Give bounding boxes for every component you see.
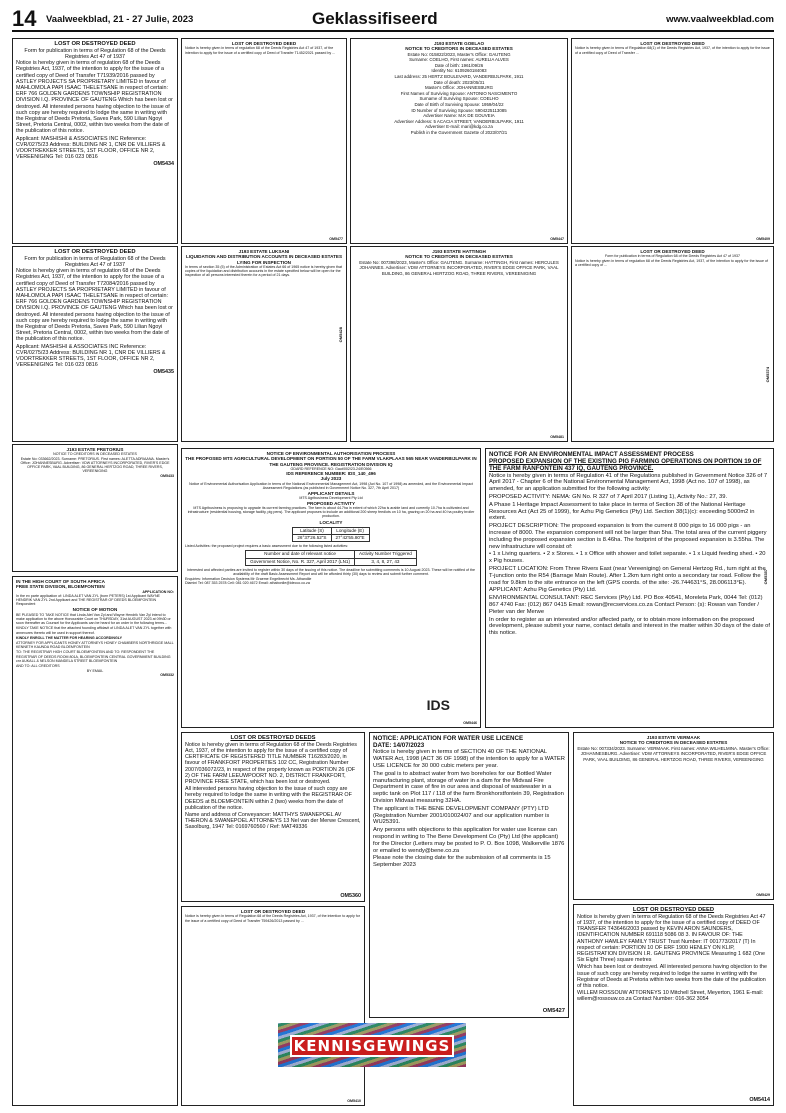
ad-p7: ENVIRONMENTAL CONSULTANT: REC Services (Pty) Ltd. PO Box 40541, Moreleta Park, 0044 Tel: (012) 867 4740 Fax: (012) 867 0415 Email: rowan@recservices.co.za Contact Person: (s): Rowan van Tonder / Pieter van der Merwe bbox=[489, 595, 763, 615]
ad-environmental-authorisation bbox=[181, 448, 481, 728]
detail-line: Identity No: 6109260184083 bbox=[431, 68, 487, 74]
ad-body: Notice is hereby given in terms of regulation 68 of the Deeds Registries Act, 1937, of the intention to apply for the issue of a certified copy of ... bbox=[575, 258, 768, 267]
detail-line: ID Number of Surviving Spouse: 5904225113085 bbox=[411, 107, 507, 113]
ad-water-use-licence bbox=[369, 732, 569, 1018]
locality-heading: LOCALITY bbox=[319, 519, 343, 525]
ad-lost-deed-1 bbox=[12, 38, 178, 244]
ad-title: LOST OR DESTROYED DEED bbox=[632, 907, 715, 913]
ad-body: Notice is hereby given in terms of regulation 68 of the Deeds Registries Act, 1937, of the intention to apply for the issue of a certified copy of Deed of Transfer T71939/2016 passed by ASTLEY PROJECTS SA PROPRIETARY LIMITED in favour of MAHLOMOLA PAPI ISAAC THELETSANE in respect of certain: ERF 766 GOLDEN GARDENS TOWNSHIP REGISTRATION DIVISION I.Q. PROVINCE OF GAUTENG Which has been lost or destroyed. All interested persons having objection to the issue of such copy are hereby required to lodge the same in writing with the Registrar of Deeds Pretoria, Saves Park, 590 Lilian Ngoyi Street, Pretoria Central, 0002, within two weeks from the date of the publication of this notice. bbox=[16, 60, 173, 135]
ad-conveyancer: Name and address of Conveyancer: MATTHYS SWANEPOEL AV THERON & SWANEPOEL ATTORNEYS 13 Nel van der Merwe Crescent, Sasolburg, 1947 Tel: 0169760560 / Ref: MAT49336 bbox=[185, 812, 361, 831]
detail-line: Last address: 25 HERTZ BOULEVARD, VANDERBIJLPARK, 1911 bbox=[394, 73, 524, 79]
ad-subtitle: Form for publication in terms of Regulation 68 of the Deeds Registries Act 47 of 1937 bbox=[24, 47, 166, 60]
locality-table bbox=[292, 527, 369, 542]
ad-title: LOST OR DESTROYED DEED bbox=[240, 909, 306, 914]
ad-subtitle: Form for publication in terms of Regulation 68 of the Deeds Registries Act 47 of 1937 bbox=[604, 254, 741, 259]
ad-by: BY EMAIL bbox=[86, 669, 104, 674]
ids-ref: IDS REFERENCE NUMBER: IDS_140_496 bbox=[286, 471, 376, 477]
page-number: 14 bbox=[12, 6, 37, 31]
ad-title: NOTICE OF ENVIRONMENTAL AUTHORISATION PROCESS bbox=[266, 451, 396, 456]
ad-title: LOST OR DESTROYED DEED bbox=[54, 41, 136, 47]
ad-body: Notice is hereby given in terms of regulation 68 of the Deeds Registries Act 47 of 1937, of the intention to apply for the issue of a certified copy of Deed of Transfer T1452/2021 passed by ... bbox=[185, 46, 336, 55]
ad-lost-deed-4 bbox=[571, 38, 774, 244]
ad-title: J193 ESTATE LUKSANI bbox=[238, 249, 290, 254]
ad-estate-goelao bbox=[350, 38, 568, 244]
ad-all: AND TO: ALL CREDITORS bbox=[16, 663, 60, 668]
ad-p5: PROJECT LOCATION: From Three Rivers East (near Vereeniging) on General Hertzog Rd., turn right at the T-junction onto the R54 (Barrage Main Route). After 1.2km turn right onto a secondary tar road. Follow the road for 9.8km to the site entrance on the left (GPS coords. of the site: -26.744631°S, 28.006113°E). bbox=[489, 565, 766, 586]
detail-line: Date of death: 2023/05/31 bbox=[433, 79, 485, 85]
ad-ref: OM5433 bbox=[160, 474, 174, 479]
ad-title: LOST OR DESTROYED DEED bbox=[54, 249, 136, 255]
ad-amend: KINDLY TAKE NOTICE that the attached founding affidavit of LINDA ALET VAN ZYL together with annexures thereto will be used in support thereof. bbox=[16, 626, 172, 635]
ad-attorney: WILLEM ROSSOUW ATTORNEYS 10 Mitchell Street, Meyerton, 1961 E-mail: willem@rossouw.co.za Contact Number: 016-362 3054 bbox=[577, 990, 764, 1003]
ad-ref: OM5429 bbox=[756, 892, 770, 897]
ad-lost-deed-henley bbox=[573, 904, 774, 1106]
notice-value: Government Notice, No. R. 327, April 2017 (LN1) bbox=[246, 558, 355, 565]
detail-line: Date of Birth of Surviving Spouse: 1959/04/22 bbox=[414, 101, 504, 107]
detail-line: Surname: COELHO, First names: AURELIA ALVES bbox=[409, 57, 509, 63]
proposed-heading: PROPOSED ACTIVITY bbox=[306, 500, 356, 506]
ad-subtitle: LIQUIDATION AND DISTRIBUTION ACCOUNTS IN DECEASED ESTATES LYING FOR INSPECTION bbox=[185, 254, 343, 265]
lat-value: 26°37'26.52"S bbox=[293, 535, 331, 542]
ad-ref: OM5357 bbox=[763, 569, 769, 585]
ad-intro: Notice of Environmental Authorisation Application in terms of the National Environmental Management Act, 1998 (Act No. 107 of 1998) as amended, and the Environmental Impact Assessment Regulations (as published in Government Notice No. 327, 7th April 2017) bbox=[189, 481, 473, 490]
detail-line: Surname of Surviving Spouse: COELHO bbox=[419, 96, 499, 102]
ad-subtitle: NOTICE TO CREDITORS IN DECEASED ESTATES bbox=[53, 452, 137, 457]
ad-estate-hattingh bbox=[350, 246, 568, 442]
ad-ref: OM5427 bbox=[542, 1008, 565, 1015]
activities-table bbox=[245, 550, 417, 565]
ad-body: Estate No: 007334/2023. Surname: VERMAAK. First names: ANNA WILHELMINA. Master's Office: JOHANNESBURG. Advertiser: VDW ATTORNEYS INCORPORATED, RIVER'S EDGE OFFICE PARK, VAAL BUILDING, 86 GENERAL HERTZOG ROAD, THREE RIVERS, VEREENIGING bbox=[577, 745, 770, 762]
ad-p1: Notice is hereby given in terms of Regulation 41 of the Regulations published in Government Notice 326 of 7 April 2017 - Chapter 6 of the National Environmental Management Act, 1998 (Act no. 107 of 1998), as amended, for an application submitted for the following activity: bbox=[489, 472, 768, 493]
lat-header: Latitude (S) bbox=[293, 527, 331, 534]
ad-p5: Please note the closing date for the submission of all comments is 15 September 2023 bbox=[373, 855, 551, 869]
ad-ref: OM5360 bbox=[340, 892, 361, 899]
ids-logo: IDS bbox=[426, 696, 450, 713]
activity-value: 3, 4, 8, 27, 43 bbox=[354, 558, 416, 565]
ad-ref: OM5414 bbox=[749, 1096, 770, 1103]
ad-title: J193 ESTATE HATTINGH bbox=[432, 249, 486, 254]
ad-subtitle: PROPOSED EXPANSION OF THE EXISTING PIG FARMING OPERATIONS ON PORTION 19 OF THE FARM RANFONTEIN 437 IQ, GAUTENG PROVINCE. bbox=[489, 458, 762, 473]
ad-body: Notice is hereby given in terms of Regulation 68 of the Deeds Registries Act, 1937, of the intention to apply for the issue of a certified copy of Deed of Transfer T59426/2013 passed by ... bbox=[185, 914, 360, 923]
ad-subtitle: FREE STATE DIVISION, BLOEMFONTEIN bbox=[16, 584, 105, 590]
detail-line: Advertiser Name: M.K DE GOUVEIA bbox=[423, 113, 495, 119]
invite-text: Interested and affected parties are invited to register within 30 days of the issuing of this notice. The deadline for submitting comments is 10 August 2023. These will be notified of the availability of the draft Basic Assessment Report and will be afforded thirty (30) days to review and submit further comment. bbox=[186, 567, 476, 577]
ad-lost-deed-16 bbox=[181, 906, 365, 1106]
ad-title: LOST OR DESTROYED DEEDS bbox=[230, 735, 316, 741]
ad-body-2: All interested persons having objection to the issue of such copy are hereby required to lodge the same in writing with the REGISTRAR OF DEEDS at BLOEMFONTEIN within 2 (two) weeks from the date of publication of the notice. bbox=[185, 786, 352, 811]
ad-ref: OM5374 bbox=[764, 367, 770, 383]
ad-ref: OM5409 bbox=[756, 236, 770, 241]
ad-subtitle: NOTICE TO CREDITORS IN DECEASED ESTATES bbox=[405, 254, 513, 260]
ad-attorney: ATTORNEY FOR APPLICANTS HONEY ATTORNEYS HONEY CHAMBERS NORTHRIDGE MALL KENNETH KAUNDA ROAD BLOEMFONTEIN bbox=[16, 640, 174, 650]
ad-parties: In the ex parte application of: LINDA ALET VAN ZYL (born PETERS) 1st Applicant WAYNE HENDRIK VAN ZYL 2nd Applicant and THE REGISTRAR OF DEEDS BLOEMFONTEIN Respondent bbox=[16, 593, 160, 607]
ad-body: In terms of section 35 (5) of the Administration of Estates Act 66 of 1965 notice is hereby given that copies of the liquidation and distribution accounts in the estate specified below will be open for the inspection of all persons interested therein for a period of 21 days. bbox=[185, 264, 343, 278]
ad-estate-luksani bbox=[181, 246, 347, 442]
website-link[interactable]: www.vaalweekblad.com bbox=[666, 14, 774, 25]
applicant-heading: APPLICANT DETAILS bbox=[307, 491, 355, 497]
issue-date: Vaalweekblad, 21 - 27 Julie, 2023 bbox=[46, 14, 194, 25]
ad-p6: APPLICANT: Azhu Pig Genetics (Pty) Ltd. bbox=[489, 587, 597, 594]
ad-detail-lines bbox=[354, 52, 564, 136]
ad-list: • 1 x Living quarters. • 2 x Stores. • 1 x Office with shower and toilet separate. • 1 x Liquid feeding shed. • 20 x Pig houses. bbox=[489, 551, 766, 565]
ad-title: LOST OR DESTROYED DEED bbox=[640, 249, 705, 254]
ad-lost-deed-2 bbox=[181, 38, 347, 244]
ad-month: July 2023 bbox=[320, 476, 342, 482]
proposed-body: MTS Agribusiness is proposing to upgrade its current farming practices. The farm is about 44.7ha in extent of which 22ha is arable land and currently 10.7ha is cultivated and infrastructure (residential housing, storage facility, pig pens). The applicant proposes to include an additional 200 sheep feedlots on 10 ha, grazing on 20 ha and 40 ha poultry broiler production. bbox=[187, 505, 475, 519]
ad-ref: OM5434 bbox=[153, 161, 174, 168]
ad-body: Notice is hereby given in terms of Regulation 68 of the Deeds Registries Act 47 of 1937, of the intention to apply for the issue of a certified copy of DEED OF TRANSFER T43646/2003 passed by KEVIN ARON SAUNDERS, IDENTIFICATION NUMBER 691118 5086 08 3. IN FAVOUR OF: THE ANTHONY HAMLEY FAMILY TRUST Trust Number: IT 001773/2017 (T) In respect of certain: PORTION 10 OF ERF 1900 HENLEY ON KLIP, REGISTRATION DIVISION I.R. GAUTENG PROVINCE Measuring 1 682 (One Six Eight Three) square metres bbox=[577, 913, 766, 964]
ad-eia-pig-farm bbox=[485, 448, 774, 728]
ad-title: J193 ESTATE VERMAAK bbox=[646, 735, 701, 740]
ad-notice: BE PLEASED TO TAKE NOTICE that Linda Alet Van Zyl and Wayne Hendrik Van Zyl intend to make application to the above Honourable Court on THURSDAY, 31st AUGUST 2023 at 09h30 or soon thereafter as Counsel for the Applicants can be heard for an order in the following terms... bbox=[16, 612, 171, 626]
ad-subtitle: NOTICE TO CREDITORS IN DECEASED ESTATES bbox=[405, 46, 513, 52]
listed-activities: Listed Activities: the proposed project requires a basic assessment due to the following listed activities: bbox=[185, 544, 349, 549]
detail-line: First Names of Surviving Spouse: ANTONIO NASCIMENTO bbox=[400, 90, 518, 96]
ad-p1: Notice is hereby given in terms of SECTION 40 OF THE NATIONAL WATER Act, 1998 (ACT 36 OF 1998) of the intention to apply for a WATER USE LICENCE for 30 000 cubic meters per year. bbox=[373, 749, 565, 769]
enquiries: Enquiries: Information Decision Systems Mr Graeme Engelbrecht Ms. Athandile Dlamini Tel: 087 353 2578 Cell: 081 020 4672 Email: athabonlle@idecco.co.za bbox=[185, 577, 312, 586]
notice-heading: NOTICE OF MOTION bbox=[72, 607, 118, 613]
ad-title: J193 ESTATE GOELAO bbox=[433, 41, 485, 46]
detail-line: Date of birth: 1961/09/26 bbox=[434, 62, 484, 68]
gdard-ref: GDARD REFERENCE NO: Gaut/002/23-24/E0566 bbox=[290, 466, 372, 471]
notice-header: Number and date of relevant notice bbox=[246, 551, 355, 558]
ad-p4: Any persons with objections to this application for water use license can respond in writing to The Bene Development Co (Pty) Ltd (the applicant) for the Director (Letters may be posted to P. O. Box 1098, Walkerville 1876 or emailed to wendy@bene.co.za bbox=[373, 827, 565, 854]
ad-p3: The applicant is THE BENE DEVELOPMENT COMPANY (PTY) LTD (Registration Number 2001/010024/07 and our application number is WU25391. bbox=[373, 805, 550, 826]
ad-estate-pretorius bbox=[12, 444, 178, 572]
application-no: APPLICATION NO: bbox=[142, 589, 174, 594]
section-title: Geklassifiseerd bbox=[312, 9, 438, 28]
kennisgewings-banner bbox=[278, 1023, 466, 1067]
ad-applicant: Applicant: MASHISHI & ASSOCIATES INC Reference: CVR/0275/23 Address: BUILDING NR 1, CNR DE VILLIERS & VOORTREKKER STREETS, 1ST FLOOR, OFFICE NR 2, VEREENIGING Tel: 016 023 0816 bbox=[16, 135, 166, 161]
ad-subtitle: THE PROPOSED MTS AGRICULTURAL DEVELOPMENT ON PORTION 50 OF THE FARM VLAKPLAAS 565 NEAR VANDERBIJLPARK IN THE GAUTENG PROVINCE. REGISTRATION DIVISION IQ bbox=[185, 456, 477, 467]
detail-line: Publish in the Government Gazette of 2023/07/21 bbox=[410, 129, 508, 135]
ad-body: Notice is hereby given in terms of Regulation 68(1) of the Deeds Registries Act, 1937, of the intention to apply for the issue of a certified copy of Deed of Transfer ... bbox=[575, 46, 770, 55]
ad-ref: OM5410 bbox=[347, 1098, 361, 1103]
lon-value: 27°42'55.80"E bbox=[331, 535, 369, 542]
ad-body-2: Which has been lost or destroyed. All interested persons having objection to the issue of such copy are hereby required to lodge the same in writing with the Registrar of Deeds at Pretoria within two weeks from the date of the publication of this notice. bbox=[577, 964, 767, 990]
ad-body: Notice is hereby given in terms of Regulation 68 of the Deeds Registries Act, 1937, of the intention to apply for the issue of a certified copy of CERTIFICATE OF REGISTERED TITLE NUMBER T16283/2020, in favour of FRANKFORT PROPERTIES 102 CC, Registration Number 2007/036072/23, in respect of the property known as PORTION 26 (OF 2) OF THE FARM LEEUWPOORT NO. 2, DISTRICT FRANKFORT, PROVINCE FREE STATE, which has been lost or destroyed. bbox=[185, 741, 357, 786]
ad-p8: In order to register as an interested and/or affected party, or to obtain more information on the proposed development, please submit your name, contact details and interest in the matter within 30 days of the date of this notice. bbox=[489, 616, 770, 637]
ad-set-down: KINDLY ENROLL THE MATTER FOR HEARING ACCORDINGLY bbox=[16, 635, 123, 640]
ad-p2: PROPOSED ACTIVITY: NEMA: GN No. R 327 of 7 April 2017 (Listing 1), Activity No.: 27, 39. bbox=[489, 494, 728, 500]
ad-title: IN THE HIGH COURT OF SOUTH AFRICA bbox=[16, 579, 105, 584]
ad-p4: PROJECT DESCRIPTION: The proposed expansion is from the current 8 000 pigs to 16 000 pigs - an increase of 8000. The expansion component will not be larger than 5ha. The total area of the current piggery including the proposed expansion section is 8.46ha. The footprint of the proposed expansion is 3.55ha. The new infrastructure will consist of: bbox=[489, 523, 767, 550]
ad-high-court bbox=[12, 576, 178, 1106]
ad-title: LOST OR DESTROYED DEED bbox=[640, 41, 705, 46]
detail-line: Advertiser Address: 5 ACACIA STREET, VANDERBIJLPARK, 1911 bbox=[394, 118, 524, 124]
ad-lost-deed-8 bbox=[571, 246, 774, 442]
ad-body: Estate No: 007398/2023, Master's Office: GAUTENG. Surname: HATTINGH, First names: HERCULES JOHANNES. Advertiser: VDW ATTORNEYS INCORPORATED, RIVER'S EDGE OFFICE PARK, VAAL BUILDING, 86 GENERAL HERTZOG ROAD, THREE RIVERS, VEREENIGING bbox=[359, 259, 559, 276]
ad-ref: OM5477 bbox=[329, 236, 343, 241]
ad-title: NOTICE: APPLICATION FOR WATER USE LICENCE bbox=[373, 735, 524, 742]
ad-ref: OM5447 bbox=[550, 236, 564, 241]
ad-ref: OM5435 bbox=[153, 369, 174, 376]
ad-estate-vermaak bbox=[573, 732, 774, 900]
ad-to: TO: THE REGISTRAR HIGH COURT BLOEMFONTEIN AND TO: RESPONDENT THE REGISTRAR OF DEEDS ROOM 801A, BLOEMFONTEIN CENTRAL GOVERNMENT BUILDING cnr AUKALL & NELSON MANDELA STREET BLOEMFONTEIN bbox=[16, 650, 171, 663]
ad-date: DATE: 14/07/2023 bbox=[373, 742, 425, 750]
ad-ref: OM5481 bbox=[550, 434, 564, 439]
ad-ref: OM5428 bbox=[337, 327, 343, 343]
banner-text: KENNISGEWINGS bbox=[293, 1037, 451, 1055]
ad-title: LOST OR DESTROYED DEED bbox=[231, 41, 297, 46]
ad-subtitle: NOTICE TO CREDITORS IN DECEASED ESTATES bbox=[619, 740, 728, 746]
ad-applicant: Applicant: MASHISHI & ASSOCIATES INC Reference: CVR/0275/23 Address: BUILDING NR 1, CNR DE VILLIERS & VOORTREKKER STREETS, 1ST FLOOR, OFFICE NR 2, VEREENIGING Tel: 016 023 0816 bbox=[16, 343, 166, 369]
applicant-name: MTS Agribusiness Development Pty Ltd bbox=[299, 496, 363, 501]
ad-title: J193 ESTATE PRETORIUS bbox=[66, 447, 124, 452]
ad-subtitle: Form for publication in terms of Regulation 68 of the Deeds Registries Act 47 of 1937 bbox=[24, 255, 166, 268]
lon-header: Longitude (E) bbox=[331, 527, 369, 534]
activity-header: Activity Number Triggered bbox=[354, 551, 416, 558]
ad-ref: OM5446 bbox=[463, 720, 477, 725]
detail-line: Estate No: 015822/2023, Master's Office: GAUTENG bbox=[407, 51, 511, 57]
ad-body: Estate No: 033662/2023. Surname: PRETORIUS. First names: ALETTA ADRIAANA. Master's Office: JOHANNESBURG. Advertiser: VDW ATTORNEYS INCORPORATED, RIVER'S EDGE OFFICE PARK, VAAL BUILDING, 86 GENERAL HERTZOG ROAD, THREE RIVERS, VEREENIGING bbox=[20, 456, 170, 474]
ad-p3: A Phase 1 Heritage Impact Assessment to take place in terms of Section 38 of the National Heritage Resources Act (Act 25 of 1999), for Azhu Pig Genetics (Pty) Ltd. Section 38(1)(c): exceeding 5000m2 in extent. bbox=[489, 501, 755, 522]
detail-line: Master's Office: JOHANNESBURG bbox=[424, 85, 494, 91]
ad-body: Notice is hereby given in terms of regulation 68 of the Deeds Registries Act, 1937, of the intention to apply for the issue of a certified copy of Deed of Transfer T72084/2016 passed by ASTLEY PROJECTS SA PROPRIETARY LIMITED in favour of MAHLOMOLA PAPI ISAAC THELETSANE in respect of certain: ERF 766 GOLDEN GARDENS TOWNSHIP REGISTRATION DIVISION I.Q. PROVINCE OF GAUTENG Which has been lost or destroyed. All interested persons having objection to the issue of such copy are hereby required to lodge the same in writing with the Registrar of Deeds Pretoria, Saves Park, 590 Lilian Ngoyi Street, Pretoria Central, 0002, within two weeks from the date of the publication of this notice. bbox=[16, 268, 173, 343]
ad-p2: The goal is to abstract water from two boreholes for our Bottled Water manufacturing plant, storage of water in a dam for the Midvaal Fire Department in case of fire in our area and disposal of wastewater in a septic tank on Plot 117 / 118 of the farm Bronkhorstfontein 39, Registration Division Midvaal measuring 32HA. bbox=[373, 770, 564, 804]
detail-line: Advertiser E-mail: mari@kdg.co.za bbox=[425, 124, 493, 130]
ad-ref: OM5332 bbox=[160, 673, 174, 678]
ad-lost-deeds-frankfort bbox=[181, 732, 365, 902]
page-header bbox=[12, 8, 774, 32]
ad-lost-deed-5 bbox=[12, 246, 178, 442]
ad-title: NOTICE FOR AN ENVIRONMENTAL IMPACT ASSESSMENT PROCESS bbox=[489, 451, 694, 458]
